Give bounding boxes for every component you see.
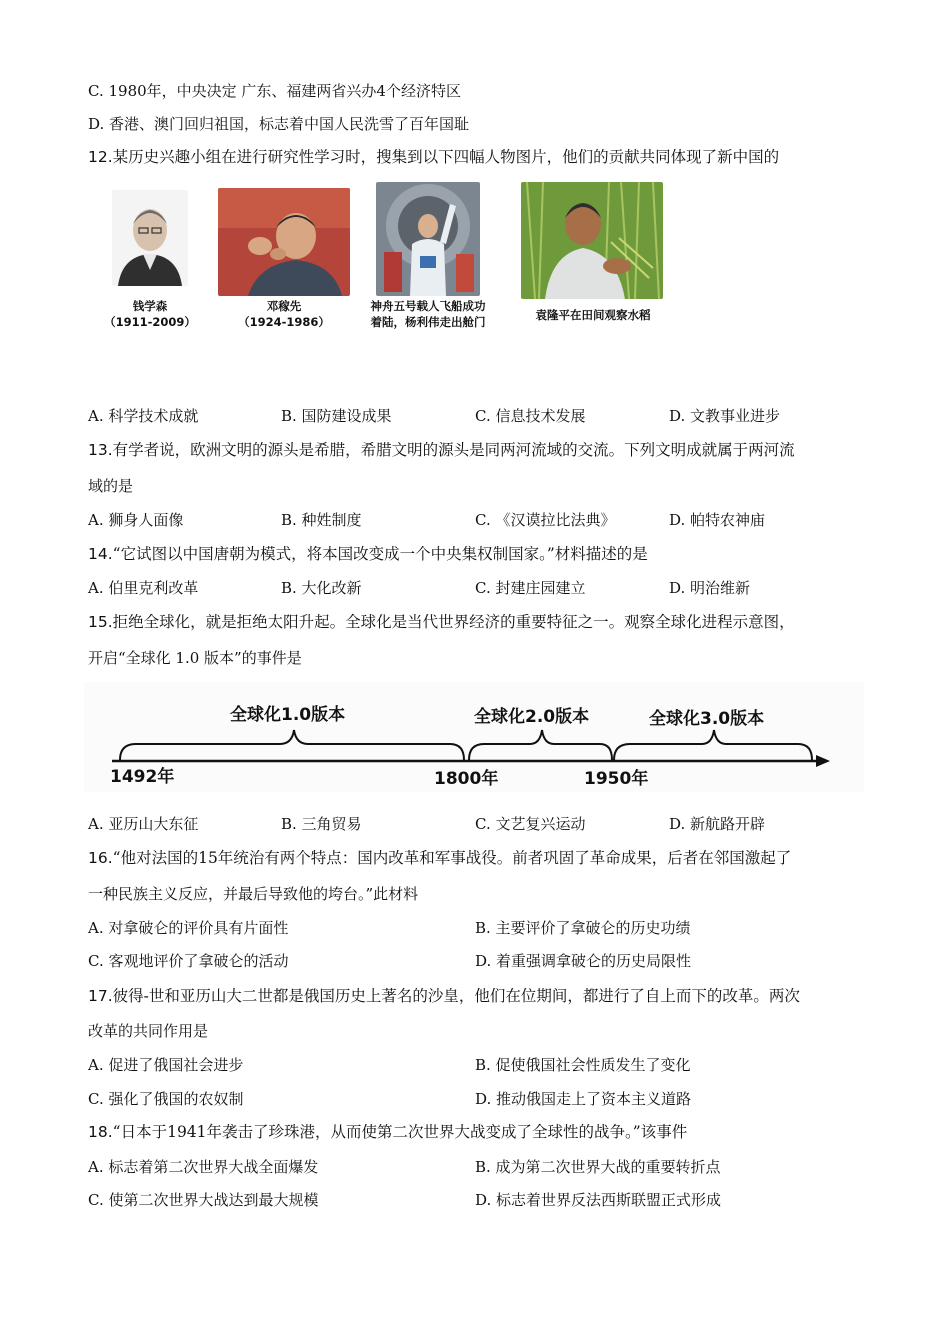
timeline-year-1950: 1950年 xyxy=(584,769,649,789)
q15-option-a[interactable]: A. 亚历山大东征 xyxy=(88,815,199,833)
question-number: 14. xyxy=(88,545,113,563)
q13-option-c[interactable]: C. 《汉谟拉比法典》 xyxy=(475,511,616,529)
question-14-stem xyxy=(88,544,648,564)
q18-option-d[interactable]: D. 标志着世界反法西斯联盟正式形成 xyxy=(475,1191,722,1209)
photo-yang-liwei xyxy=(376,182,480,296)
q14-option-a[interactable]: A. 伯里克利改革 xyxy=(88,579,199,597)
q15-option-b[interactable]: B. 三角贸易 xyxy=(281,815,362,833)
q17-option-a[interactable]: A. 促进了俄国社会进步 xyxy=(88,1056,244,1074)
timeline-label-1: 全球化1.0版本 xyxy=(230,705,346,725)
caption-shenzhou-5: 神舟五号载人飞船成功 着陆，杨利伟走出舱门 xyxy=(370,299,486,329)
q13-option-d[interactable]: D. 帕特农神庙 xyxy=(669,511,766,529)
q13-option-b[interactable]: B. 种姓制度 xyxy=(281,511,362,529)
q16-option-d[interactable]: D. 着重强调拿破仑的历史局限性 xyxy=(475,952,692,970)
caption-qian-xuesen: 钱学森 （1911-2009） xyxy=(104,299,196,329)
question-16-stem xyxy=(88,848,791,868)
question-text: 彼得-世和亚历山大二世都是俄国历史上著名的沙皇，他们在位期间，都进行了自上而下的改革。两次 xyxy=(112,987,800,1005)
timeline-label-3: 全球化3.0版本 xyxy=(649,709,765,729)
question-text: 拒绝全球化，就是拒绝太阳升起。全球化是当代世界经济的重要特征之一。观察全球化进程示意图， xyxy=(112,613,795,631)
q16-option-a[interactable]: A. 对拿破仑的评价具有片面性 xyxy=(88,919,289,937)
question-number: 12. xyxy=(88,148,113,166)
question-text: “日本于1941年袭击了珍珠港，从而使第二次世界大战变成了全球性的战争。”该事件 xyxy=(112,1123,688,1141)
q16-option-b[interactable]: B. 主要评价了拿破仑的历史功绩 xyxy=(475,919,691,937)
q15-option-c[interactable]: C. 文艺复兴运动 xyxy=(475,815,586,833)
question-18-stem xyxy=(88,1122,687,1142)
q11-option-d: D. 香港、澳门回归祖国，标志着中国人民洗雪了百年国耻 xyxy=(88,115,470,133)
q11-option-c: C. 1980年，中央决定 广东、福建两省兴办4个经济特区 xyxy=(88,82,461,100)
question-12-stem xyxy=(88,147,779,167)
photo-deng-jiaxian xyxy=(218,188,350,296)
question-number: 13. xyxy=(88,441,113,459)
question-17-stem-cont: 改革的共同作用是 xyxy=(88,1022,209,1040)
q17-option-c[interactable]: C. 强化了俄国的农奴制 xyxy=(88,1090,244,1108)
q14-option-d[interactable]: D. 明治维新 xyxy=(669,579,751,597)
question-15-stem xyxy=(88,612,795,632)
q12-option-b[interactable]: B. 国防建设成果 xyxy=(281,407,392,425)
q18-option-b[interactable]: B. 成为第二次世界大战的重要转折点 xyxy=(475,1158,721,1176)
q16-option-c[interactable]: C. 客观地评价了拿破仑的活动 xyxy=(88,952,289,970)
question-number: 18. xyxy=(88,1123,113,1141)
question-text: “他对法国的15年统治有两个特点：国内改革和军事战役。前者巩固了革命成果，后者在邻国激起了 xyxy=(112,849,792,867)
question-13-stem-cont: 域的是 xyxy=(88,477,134,495)
q18-option-a[interactable]: A. 标志着第二次世界大战全面爆发 xyxy=(88,1158,319,1176)
q17-option-b[interactable]: B. 促使俄国社会性质发生了变化 xyxy=(475,1056,691,1074)
question-text: 某历史兴趣小组在进行研究性学习时，搜集到以下四幅人物图片，他们的贡献共同体现了新中国的 xyxy=(112,148,780,166)
q15-option-d[interactable]: D. 新航路开辟 xyxy=(669,815,766,833)
q18-option-c[interactable]: C. 使第二次世界大战达到最大规模 xyxy=(88,1191,319,1209)
q14-option-c[interactable]: C. 封建庄园建立 xyxy=(475,579,586,597)
q12-option-c[interactable]: C. 信息技术发展 xyxy=(475,407,586,425)
q13-option-a[interactable]: A. 狮身人面像 xyxy=(88,511,184,529)
q17-option-d[interactable]: D. 推动俄国走上了资本主义道路 xyxy=(475,1090,692,1108)
caption-deng-jiaxian: 邓稼先 （1924-1986） xyxy=(238,299,330,329)
globalization-timeline xyxy=(84,682,864,792)
q12-option-d[interactable]: D. 文教事业进步 xyxy=(669,407,781,425)
question-text: 有学者说，欧洲文明的源头是希腊，希腊文明的源头是同两河流域的交流。下列文明成就属于两河流 xyxy=(112,441,795,459)
question-number: 17. xyxy=(88,987,113,1005)
q12-option-a[interactable]: A. 科学技术成就 xyxy=(88,407,199,425)
question-16-stem-cont: 一种民族主义反应，并最后导致他的垮台。”此材料 xyxy=(88,885,419,903)
photo-yuan-longping xyxy=(521,182,663,299)
timeline-year-1492: 1492年 xyxy=(110,767,175,787)
question-17-stem xyxy=(88,986,800,1006)
question-text: “它试图以中国唐朝为模式，将本国改变成一个中央集权制国家。”材料描述的是 xyxy=(112,545,648,563)
caption-yuan-longping: 袁隆平在田间观察水稻 xyxy=(535,308,651,322)
q14-option-b[interactable]: B. 大化改新 xyxy=(281,579,362,597)
question-15-stem-cont: 开启“全球化 1.0 版本”的事件是 xyxy=(88,649,302,667)
timeline-label-2: 全球化2.0版本 xyxy=(474,707,590,727)
timeline-year-1800: 1800年 xyxy=(434,769,499,789)
question-number: 15. xyxy=(88,613,113,631)
photo-qian-xuesen xyxy=(112,190,188,286)
question-number: 16. xyxy=(88,849,113,867)
question-13-stem xyxy=(88,440,795,460)
